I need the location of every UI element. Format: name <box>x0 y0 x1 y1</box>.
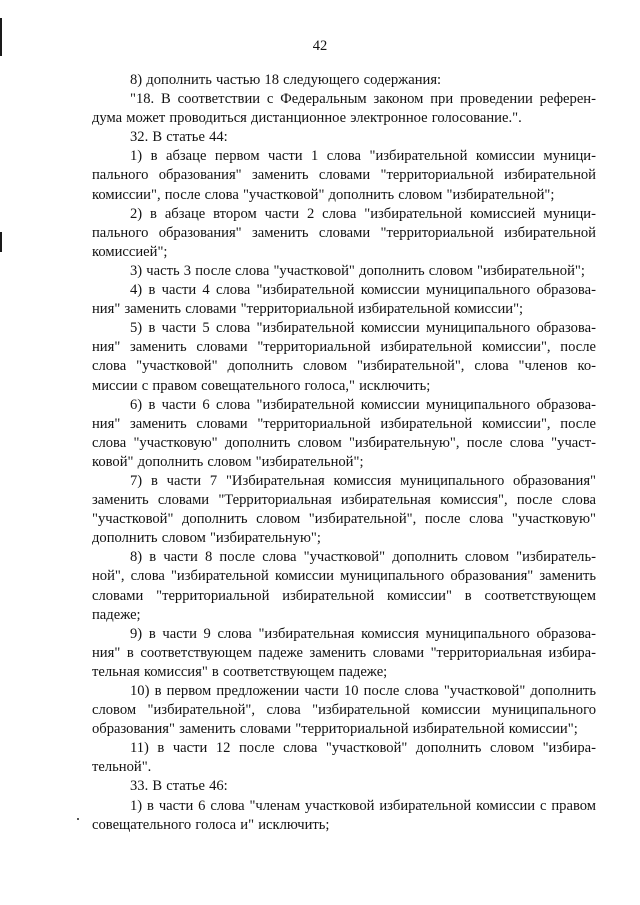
paragraph-item-8-part-18: 8) дополнить частью 18 следующего содержания: <box>130 72 442 88</box>
paragraph-44-item-4: 4) в части 4 слова "избирательной комиссии муниципального образования" заменить словами "территориальной избирательной комиссии"; <box>92 282 596 318</box>
paragraph-44-item-3: 3) часть 3 после слова "участковой" дополнить словом "избирательной"; <box>130 262 585 279</box>
paragraph-44-item-1: 1) в абзаце первом части 1 слова "избирательной комиссии муниципального образования" заменить словами "территориальной избирательной комиссии", после слова "участковой" дополнить словом "избирательной"; <box>92 148 596 203</box>
paragraph-44-item-6: 6) в части 6 слова "избирательной комиссии муниципального образования" заменить словами "территориальной избирательной комиссии", после слова "участковую" дополнить словом "избирательную", после слова "участковой" дополнить словом "избирательной"; <box>92 396 596 470</box>
paragraph-44-item-2: 2) в абзаце втором части 2 слова "избирательной комиссией муниципального образования" заменить словами "территориальной избирательной комиссией"; <box>92 205 596 260</box>
paragraph-44-item-7: 7) в части 7 "Избирательная комиссия муниципального образования" заменить словами "Территориальная избирательная комиссия", после слова "участковой" дополнить словом "избирательной", после слова "участковую" дополнить словом "избирательную"; <box>92 472 596 547</box>
paragraph-article-46-heading: 33. В статье 46: <box>130 778 228 795</box>
paragraph-referendum-quote: "18. В соответствии с Федеральным законом при проведении референдума может проводиться дистанционное электронное голосование.". <box>92 91 596 127</box>
paragraph-44-item-8: 8) в части 8 после слова "участковой" дополнить словом "избирательной", слова "избирательной комиссии муниципального образования" заменить словами "территориальной избирательной комиссии" в соответствующем падеже; <box>92 549 596 623</box>
scan-speck <box>77 818 79 820</box>
paragraph-44-item-5: 5) в части 5 слова "избирательной комиссии муниципального образования" заменить словами "территориальной избирательной комиссии", после слова "участковой" дополнить словом "избирательной", слова "членов комиссии с правом совещательного голоса," исключить; <box>92 320 596 394</box>
paragraph-44-item-11: 11) в части 12 после слова "участковой" дополнить словом "избирательной". <box>92 740 596 776</box>
paragraph-article-44-heading: 32. В статье 44: <box>130 129 228 146</box>
paragraph-44-item-10: 10) в первом предложении части 10 после слова "участковой" дополнить словом "избирательной", слова "избирательной комиссии муниципального образования" заменить словами "территориальной избирательной комиссии"; <box>92 683 596 738</box>
binding-mark-middle <box>0 232 2 252</box>
document-body <box>92 71 596 835</box>
page-number: 42 <box>312 38 328 54</box>
paragraph-46-item-1: 1) в части 6 слова "членам участковой избирательной комиссии с правом совещательного голоса и" исключить; <box>92 797 596 833</box>
paragraph-44-item-9: 9) в части 9 слова "избирательная комиссия муниципального образования" в соответствующем падеже заменить словами "территориальная избирательная комиссия" в соответствующем падеже; <box>92 625 596 680</box>
